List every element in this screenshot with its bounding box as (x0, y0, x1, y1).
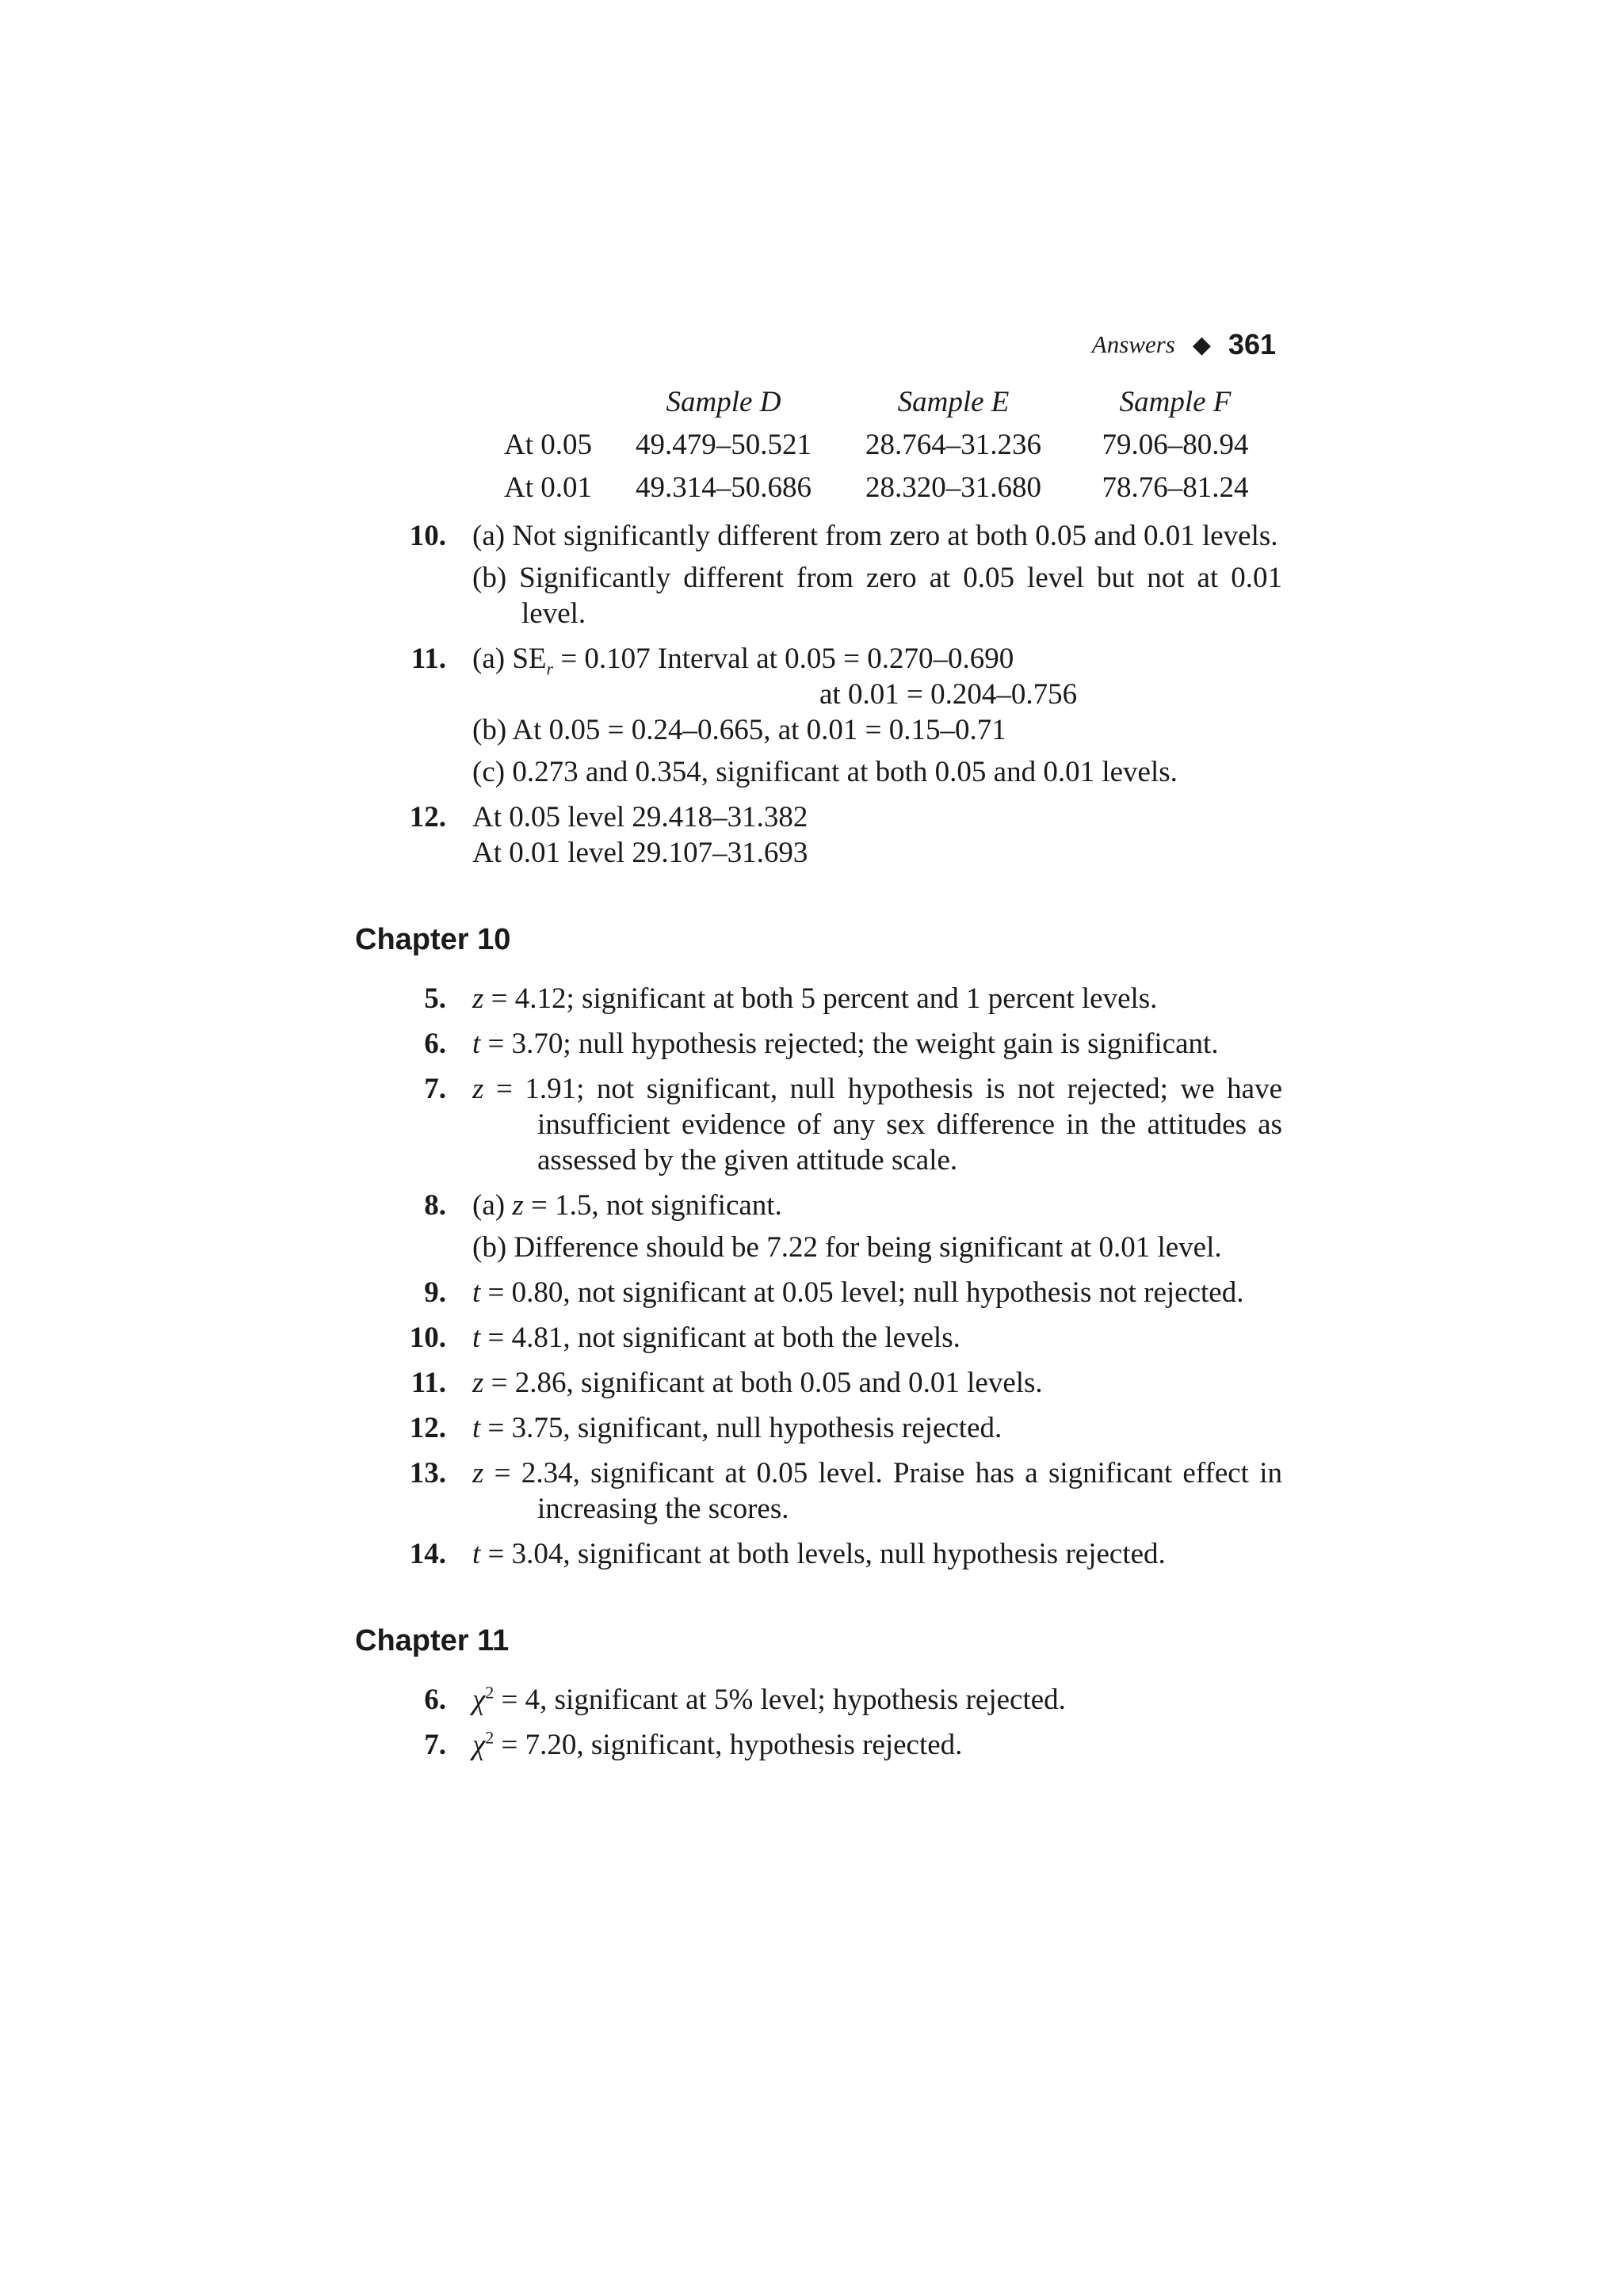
answer-item: 7. $\chi^2 = 7.20$, significant, hypothesis rejected. (355, 1727, 1282, 1763)
column-header: Sample D (666, 385, 781, 418)
answer-item: 6. t = 3.70; null hypothesis rejected; the weight gain is significant. (355, 1026, 1282, 1062)
answer-item: 10. t = 4.81, not significant at both the levels. (355, 1320, 1282, 1356)
column-header: Sample E (897, 385, 1010, 418)
answer-item: 7. z = 1.91; not significant, null hypothesis is not rejected; we have insufficient evidence of any sex difference in the attitudes as assessed by the given attitude scale. (355, 1071, 1282, 1178)
answer-item: 5. z = 4.12; significant at both 5 percent and 1 percent levels. (355, 981, 1282, 1016)
answer-number: 13. (409, 1457, 446, 1489)
answer-item: 9. t = 0.80, not significant at 0.05 level; null hypothesis not rejected. (355, 1275, 1282, 1310)
answer-item: 8. (a) z = 1.5, not significant. (b) Difference should be 7.22 for being significant at 0.01 level. (355, 1188, 1282, 1265)
answer-number: 9. (424, 1276, 446, 1309)
answer-part-continuation: at 0.01 = 0.204–0.756 (819, 678, 1078, 711)
answer-number: 6. (424, 1028, 446, 1060)
answer-number: 5. (424, 982, 446, 1015)
answer-item (355, 518, 1282, 631)
table-row (482, 423, 1282, 466)
row-label: At 0.01 (504, 471, 592, 504)
answer-number: 12. (409, 1412, 446, 1444)
sample-interval-table (482, 380, 1282, 509)
chapter10-answers (355, 981, 1282, 1572)
row-label: At 0.05 (504, 428, 592, 461)
answer-item: 12. t = 3.75, significant, null hypothesis rejected. (355, 1410, 1282, 1446)
answer-number: 14. (409, 1538, 446, 1570)
chapter-heading: Chapter 11 (355, 1624, 510, 1657)
answer-part: (a) $SE_r = 0.107$ Interval at 0.05 = 0.270–0.690 (472, 643, 1014, 679)
table-header-row (482, 380, 1282, 423)
answer-item: 6. $\chi^2 = 4$, significant at 5% level; hypothesis rejected. (355, 1682, 1282, 1718)
diamond-icon: ◆ (1192, 331, 1211, 358)
column-header: Sample F (1119, 385, 1232, 418)
table-cell: 28.764–31.236 (865, 428, 1041, 461)
table-cell: 49.314–50.686 (636, 471, 812, 504)
answer-number: 11. (411, 1367, 446, 1399)
chapter-heading: Chapter 10 (355, 923, 511, 956)
table-cell: 78.76–81.24 (1102, 471, 1249, 504)
running-head (1092, 325, 1276, 364)
answer-part: (c) 0.273 and 0.354, significant at both 0.05 and 0.01 levels. (472, 756, 1178, 788)
answer-number: 10. (409, 1322, 446, 1354)
answer-part: (b) Difference should be 7.22 for being significant at 0.01 level. (472, 1231, 1222, 1264)
table-cell: 49.479–50.521 (636, 428, 812, 461)
answer-item: 11. z = 2.86, significant at both 0.05 and 0.01 levels. (355, 1365, 1282, 1401)
answer-item (355, 641, 1282, 790)
answer-line: At 0.05 level 29.418–31.382 (472, 801, 808, 833)
answer-number: 10. (409, 520, 446, 552)
table-cell: 79.06–80.94 (1102, 428, 1249, 461)
answer-item: 13. z = 2.34, significant at 0.05 level. Praise has a significant effect in increasing the scores. (355, 1455, 1282, 1527)
answer-line: At 0.01 level 29.107–31.693 (472, 837, 808, 869)
answer-item (355, 799, 1282, 871)
answer-part: (a) Not significantly different from zero at both 0.05 and 0.01 levels. (472, 520, 1278, 552)
answer-number: 8. (424, 1189, 446, 1222)
page-number: 361 (1228, 328, 1276, 360)
running-head-label: Answers (1091, 330, 1175, 358)
answer-number: 12. (409, 801, 446, 833)
answer-part: (b) At 0.05 = 0.24–0.665, at 0.01 = 0.15–0.71 (472, 714, 1006, 746)
answer-item: 14. t = 3.04, significant at both levels, null hypothesis rejected. (355, 1536, 1282, 1572)
chapter9-answers-tail (355, 518, 1282, 871)
chapter11-answers (355, 1682, 1282, 1763)
table-cell: 28.320–31.680 (865, 471, 1041, 504)
answer-number: 7. (424, 1729, 446, 1761)
answer-number: 7. (424, 1073, 446, 1105)
table-row (482, 466, 1282, 509)
answer-number: 6. (424, 1684, 446, 1716)
answer-part: (b) Significantly different from zero at 0.05 level but not at 0.01 level. (472, 562, 1282, 630)
answers-content (355, 380, 1282, 1763)
answer-number: 11. (411, 643, 446, 675)
